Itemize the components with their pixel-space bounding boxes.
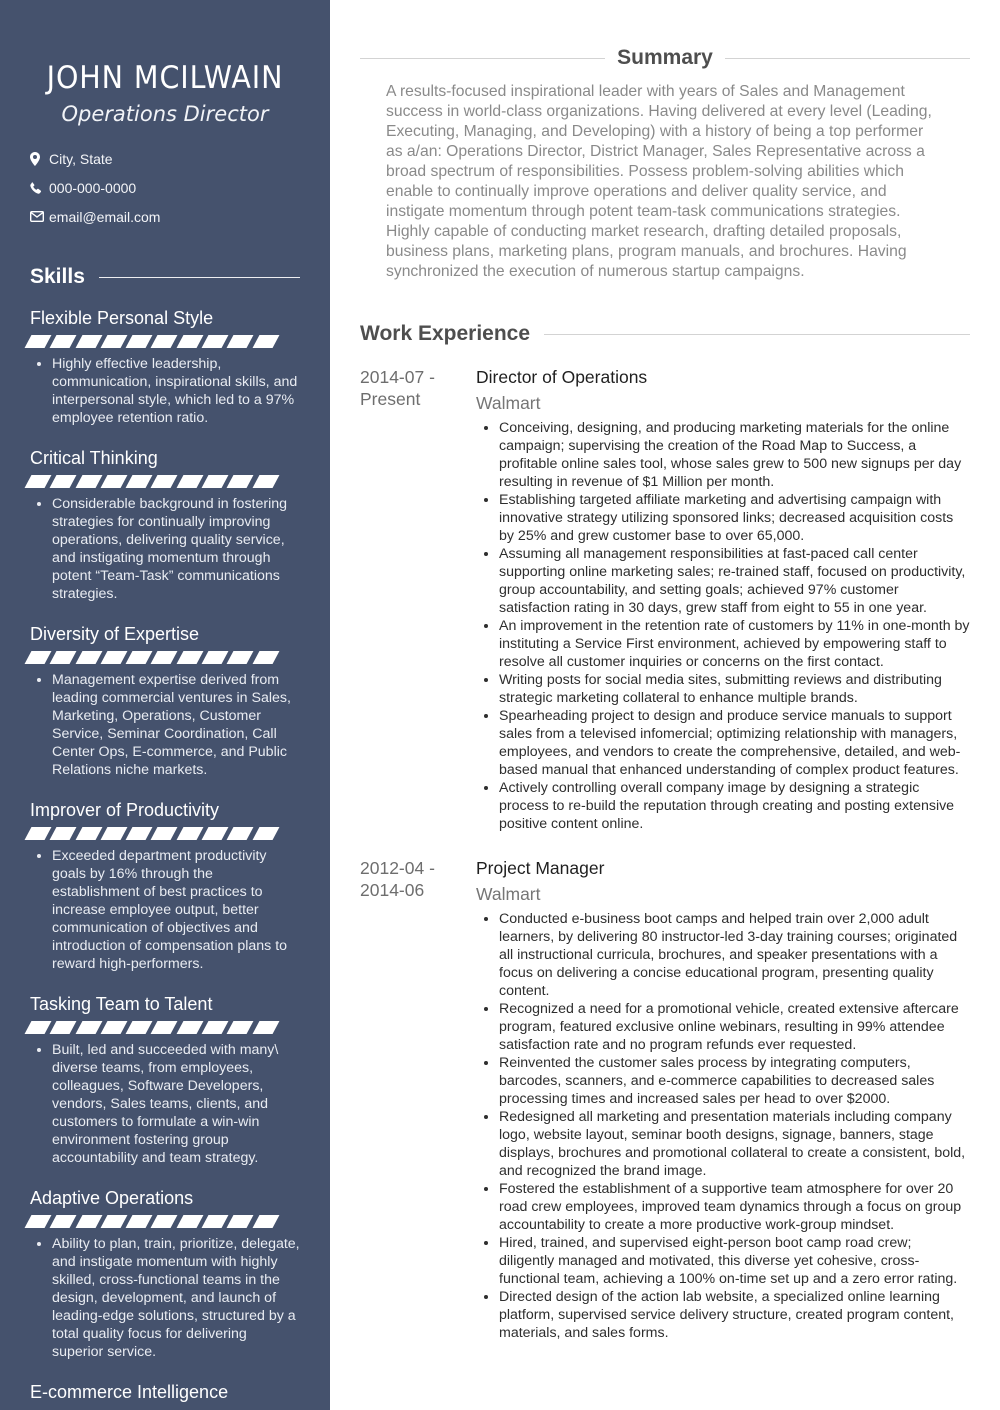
job-body [476,857,970,1342]
skill-level-segment [75,335,102,348]
skill-item [30,623,300,779]
job-bullet: • Redesigned all marketing and presentation materials including company logo, website layout, seminar booth designs, signage, banners, stage displays, brochures and promotional collateral to create a consistent, bold, and recognized the brand image. [499,1108,970,1180]
skill-level-segment [151,475,178,488]
job-entry [360,857,970,1342]
skill-description: • Built, led and succeeded with many\ diverse teams, from employees, colleagues, Software Developers, vendors, Sales teams, clients, and customers to formulate a win-win environment fostering group accountability and team strategy. [52,1041,300,1167]
work-title: Work Experience [360,322,531,345]
skill-level-segment [252,335,279,348]
skill-level-segment [100,1215,127,1228]
skill-level-segment [25,335,52,348]
skill-level-segment [202,475,229,488]
job-bullet: • Hired, trained, and supervised eight-person boot camp road crew; diligently managed and motivated, this diverse yet cohesive, cross-functional team, achieving a 100% on-time set up and a zero error rating. [499,1234,970,1288]
skill-description: • Management expertise derived from leading commercial ventures in Sales, Marketing, Operations, Customer Service, Seminar Coordination, Call Center Ops, E-commerce, and Public Relations niche markets. [52,671,300,779]
candidate-name: JOHN MCILWAIN [46,60,284,96]
skill-level-bar [28,651,300,665]
skill-level-segment [50,651,77,664]
skill-level-segment [176,651,203,664]
skill-level-segment [176,1021,203,1034]
skill-level-segment [126,827,153,840]
map-pin-icon [30,152,49,166]
skill-level-segment [252,651,279,664]
skill-item [30,447,300,603]
job-bullet: • Spearheading project to design and produce service manuals to support sales from a televised infomercial; optimizing relationship with managers, employees, and vendors to create the comprehensive, detailed, and web-based manual that enhanced understanding of complex product features. [499,707,970,779]
skill-level-segment [227,475,254,488]
summary-title: Summary [617,46,713,69]
contact-phone [30,173,300,202]
job-bullet: • Establishing targeted affiliate marketing and advertising campaign with innovative strategy utilizing sponsored links; decreased acquisition costs by 25% and grew customer base to over 65,000. [499,491,970,545]
skill-description: • Considerable background in fostering strategies for continually improving operations, delivering quality service, and instigating momentum through potent “Team-Task” communications strategies. [52,495,300,603]
skill-item [30,1187,300,1361]
skill-title: Diversity of Expertise [30,624,200,644]
skill-level-segment [25,827,52,840]
skill-title: Improver of Productivity [30,800,220,820]
job-bullet: • Assuming all management responsibilities at fast-paced call center supporting online marketing sales; re-trained staff, focused on productivity, group accountability, and setting goals; achieved 97% customer satisfaction rating in 30 days, grew staff from eight to 55 in one year. [499,545,970,617]
summary-rule-right [725,58,970,59]
skill-level-segment [25,475,52,488]
skill-level-segment [126,475,153,488]
skill-level-segment [50,1215,77,1228]
skill-level-segment [75,827,102,840]
job-bullet: • Conducted e-business boot camps and helped train over 2,000 adult learners, by delivering 80 instructor-led 3-day training courses; originated all instructional curricula, brochures, and speaker presentations with a focus on delivering a concise educational program, presenting quality content. [499,910,970,1000]
skill-level-segment [151,335,178,348]
skill-level-segment [75,1021,102,1034]
skill-description: • Ability to plan, train, prioritize, delegate, and instigate momentum with highly skilled, cross-functional teams in the design, development, and launch of leading-edge solutions, structured by a total quality focus for delivering superior service. [52,1235,300,1361]
skill-level-segment [202,1021,229,1034]
skill-level-segment [126,1215,153,1228]
skill-level-segment [227,1021,254,1034]
skill-level-segment [252,827,279,840]
skill-level-segment [100,1021,127,1034]
skill-level-segment [252,475,279,488]
skill-level-segment [25,1215,52,1228]
skill-level-segment [126,335,153,348]
job-company: Walmart [476,393,541,413]
skill-level-segment [25,651,52,664]
skill-description: • Exceeded department productivity goals by 16% through the establishment of best practices to increase employee output, better communication of objectives and introduction of compensation plans to reward high-performers. [52,847,300,973]
skill-title: E-commerce Intelligence [30,1382,229,1402]
skill-level-bar [28,1021,300,1035]
skill-level-segment [227,1215,254,1228]
skill-level-segment [176,335,203,348]
skill-item [30,307,300,427]
skill-level-segment [100,475,127,488]
skill-description: • Highly effective leadership, communication, inspirational skills, and interpersonal style, which led to a 97% employee retention ratio. [52,355,300,427]
main-content [360,0,970,1342]
job-bullet: • An improvement in the retention rate of customers by 11% in one-month by instituting a Service First environment, achieved by empowering staff to resolve all customer inquiries or concerns on the first contact. [499,617,970,671]
job-bullets [476,419,970,833]
skill-title: Critical Thinking [30,448,158,468]
skill-level-segment [176,475,203,488]
skill-level-segment [100,651,127,664]
skill-level-segment [75,475,102,488]
job-bullet: • Writing posts for social media sites, submitting reviews and distributing strategic marketing collateral to enhance multiple brands. [499,671,970,707]
skill-level-segment [75,1215,102,1228]
skill-level-bar [28,335,300,349]
envelope-icon [30,211,49,222]
summary-rule-left [360,58,605,59]
work-heading [360,322,970,346]
phone-icon [30,182,49,194]
job-bullet: • Actively controlling overall company image by designing a strategic process to re-build the reputation through creating and posting extensive positive content online. [499,779,970,833]
job-body [476,366,970,833]
skill-level-segment [151,827,178,840]
skills-title: Skills [30,265,85,288]
skill-title: Adaptive Operations [30,1188,194,1208]
skill-item [30,993,300,1167]
skill-level-segment [252,1215,279,1228]
job-bullet: • Directed design of the action lab website, a specialized online learning platform, supervised service delivery structure, created program content, materials, and sales forms. [499,1288,970,1342]
skill-level-segment [126,1021,153,1034]
skill-level-segment [202,335,229,348]
job-company: Walmart [476,884,541,904]
skill-level-segment [75,651,102,664]
job-bullet: • Fostered the establishment of a supportive team atmosphere for over 20 road crew employees, improved team dynamics through a focus on group accountability to create a more productive work-group mindset. [499,1180,970,1234]
skills-list [30,307,300,1403]
skill-level-segment [151,1215,178,1228]
skill-level-segment [50,1021,77,1034]
skill-level-segment [50,475,77,488]
skill-level-segment [25,1021,52,1034]
skill-level-segment [227,335,254,348]
job-bullet: • Reinvented the customer sales process by integrating computers, barcodes, scanners, and e-commerce capabilities to decreased sales processing times and increased sales per head to over $2000. [499,1054,970,1108]
skill-item [30,1381,300,1403]
contact-location [30,144,300,173]
skill-level-segment [227,651,254,664]
skills-rule [99,277,300,278]
location-text: City, State [49,150,113,167]
job-title: Director of Operations [476,367,648,387]
job-entry [360,366,970,833]
skill-level-segment [227,827,254,840]
job-title: Project Manager [476,858,605,878]
email-link[interactable]: email@email.com [49,208,161,225]
skill-level-segment [50,827,77,840]
skill-level-bar [28,827,300,841]
skill-title: Flexible Personal Style [30,308,214,328]
summary-text: A results-focused inspirational leader with years of Sales and Management success in world-class organizations. Having delivered at every level (Leading, Executing, Managing, and Developing) with a history of being a top performer as a/an: Operations Director, District Manager, Sales Representative across a broad spectrum of responsibilities. Possess problem-solving abilities which enable to continually improve operations and deliver quality service, and instigate momentum through potent team-task communications strategies. Highly capable of conducting market research, drafting detailed proposals, business plans, marketing plans, program manuals, and brochures. Having synchronized the execution of numerous startup campaigns. [386,83,932,280]
job-dates: 2014-07 - Present [360,367,435,409]
candidate-role: Operations Director [61,102,269,126]
work-rule [544,334,970,335]
skill-level-segment [202,1215,229,1228]
skill-level-segment [252,1021,279,1034]
skill-level-segment [176,827,203,840]
summary-heading [360,46,970,70]
job-bullet: • Conceiving, designing, and producing marketing materials for the online campaign; supervising the creation of the Road Map to Success, a profitable online sales tool, whose sales grew to 500 new signups per day resulting in revenue of $1 Million per month. [499,419,970,491]
skill-level-segment [126,651,153,664]
skill-level-segment [100,827,127,840]
skill-level-segment [202,827,229,840]
skill-level-segment [151,1021,178,1034]
skill-level-segment [202,651,229,664]
skill-level-segment [100,335,127,348]
job-bullet: • Recognized a need for a promotional vehicle, created extensive aftercare program, featured exclusive online webinars, resulting in 99% attendee satisfaction rate and no program refunds ever requested. [499,1000,970,1054]
contact-list [30,144,300,231]
skill-level-segment [50,335,77,348]
skill-level-segment [151,651,178,664]
phone-text: 000-000-0000 [49,179,137,196]
sidebar [0,0,330,1410]
skill-level-bar [28,1215,300,1229]
job-dates: 2012-04 - 2014-06 [360,858,435,900]
skill-level-segment [176,1215,203,1228]
skills-heading [30,265,300,289]
contact-email [30,202,300,231]
job-bullets [476,910,970,1342]
skill-level-bar [28,475,300,489]
skill-item [30,799,300,973]
skill-title: Tasking Team to Talent [30,994,213,1014]
